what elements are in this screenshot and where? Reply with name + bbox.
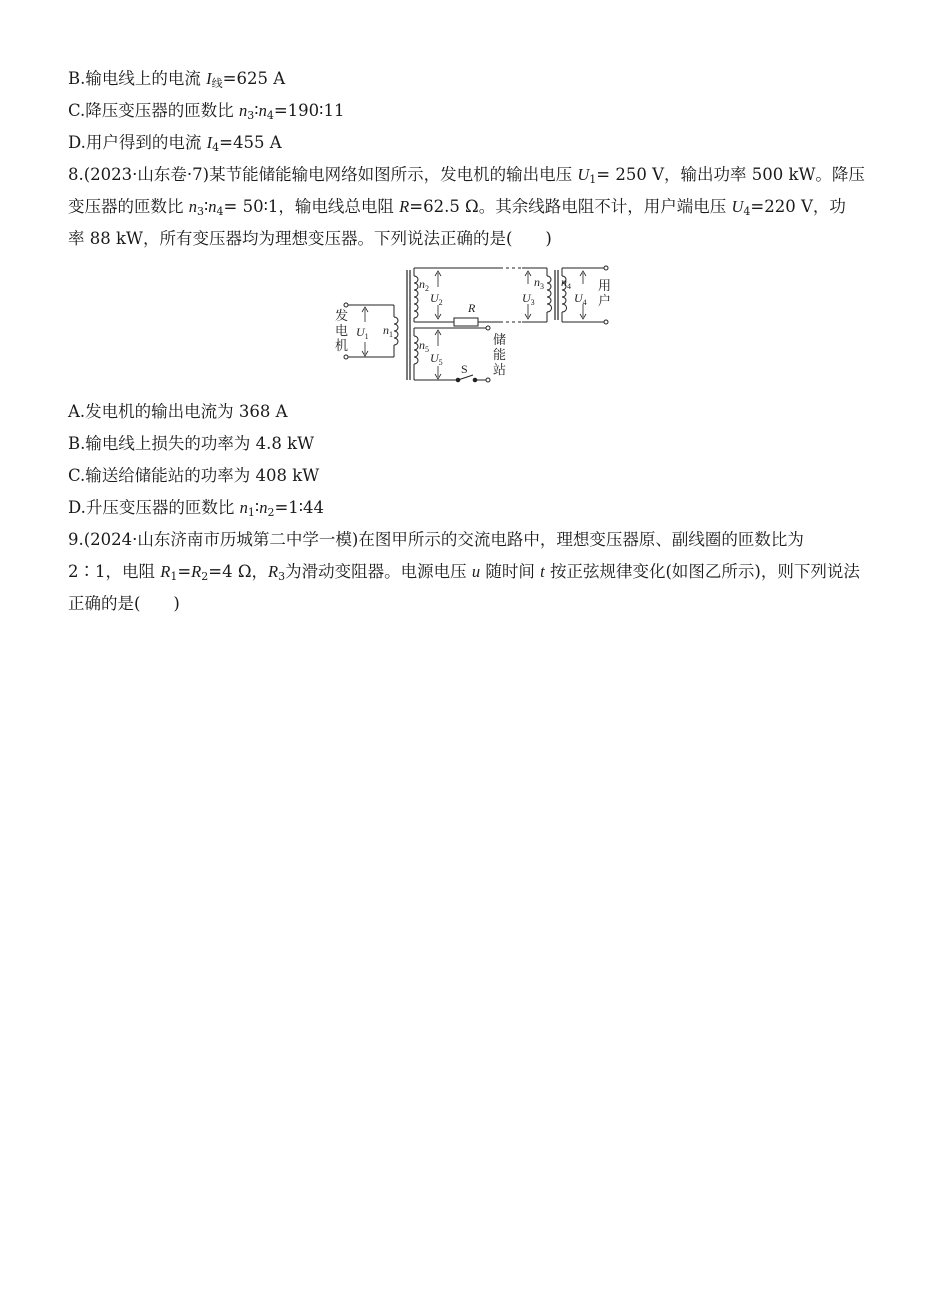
circuit-diagram (330, 262, 620, 387)
q7-option-c[interactable]: C.降压变压器的匝数比 $n_3∶n_4=190∶11$ (68, 101, 345, 122)
label-n3: $n_3$ (534, 275, 544, 291)
label-station-1: 储 (493, 332, 507, 347)
label-n1: $n_1$ (383, 323, 393, 339)
label-station-2: 能 (493, 347, 507, 362)
q8-option-c[interactable]: C.输送给储能站的功率为 408 kW (68, 466, 320, 485)
q7-option-d[interactable]: D.用户得到的电流 $I_4=455$ A (68, 133, 282, 154)
q9-stem-line-1: 9.(2024·山东济南市历城第二中学一模)在图甲所示的交流电路中，理想变压器原、副线圈的匝数比为 (68, 530, 804, 549)
label-gen-3: 机 (335, 338, 349, 353)
label-gen-2: 电 (335, 323, 349, 338)
label-u3: $U_3$ (522, 291, 535, 307)
q8-stem-line-1: 8.(2023·山东卷·7)某节能储能输电网络如图所示，发电机的输出电压 $U_1= 250$ V，输出功率 500 kW。降压 (68, 165, 865, 186)
q8-stem-line-3: 率 88 kW，所有变压器均为理想变压器。下列说法正确的是( ) (68, 229, 552, 248)
resistor-r (454, 318, 478, 326)
label-u5: $U_5$ (430, 351, 443, 367)
q9-stem-line-3: 正确的是( ) (68, 594, 180, 613)
n5-coil (414, 326, 490, 382)
label-u2: $U_2$ (430, 291, 443, 307)
label-user-2: 户 (598, 293, 612, 308)
q8-option-b[interactable]: B.输电线上损失的功率为 4.8 kW (68, 434, 315, 453)
q8-option-d[interactable]: D.升压变压器的匝数比 $n_1∶n_2=1∶44$ (68, 498, 325, 519)
label-user-1: 用 (598, 278, 612, 293)
label-station-3: 站 (493, 362, 507, 377)
label-r: R (468, 301, 476, 315)
q8-option-a[interactable]: A.发电机的输出电流为 368 A (68, 402, 288, 421)
label-n4: $n_4$ (561, 275, 571, 291)
q9-stem-line-2: 2∶1，电阻 $R_1=R_2=4$ Ω，$R_3$为滑动变阻器。电源电压 u 随时间 t 按正弦规律变化(如图乙所示)，则下列说法 (68, 562, 860, 583)
label-n2: $n_2$ (419, 277, 429, 293)
q8-stem-line-2: 变压器的匝数比 $n_3∶n_4=$ 50∶1，输电线总电阻 R=62.5 Ω。其余线路电阻不计，用户端电压 $U_4=220$ V，功 (68, 197, 846, 218)
label-n5: $n_5$ (419, 338, 429, 354)
label-switch: S (461, 362, 468, 376)
label-u1: $U_1$ (356, 325, 369, 341)
q7-option-b[interactable]: B.输电线上的电流 $I_线=625$ A (68, 69, 286, 90)
n2-coil (414, 268, 500, 322)
label-gen-1: 发 (335, 308, 349, 323)
label-u4: $U_4$ (574, 291, 587, 307)
